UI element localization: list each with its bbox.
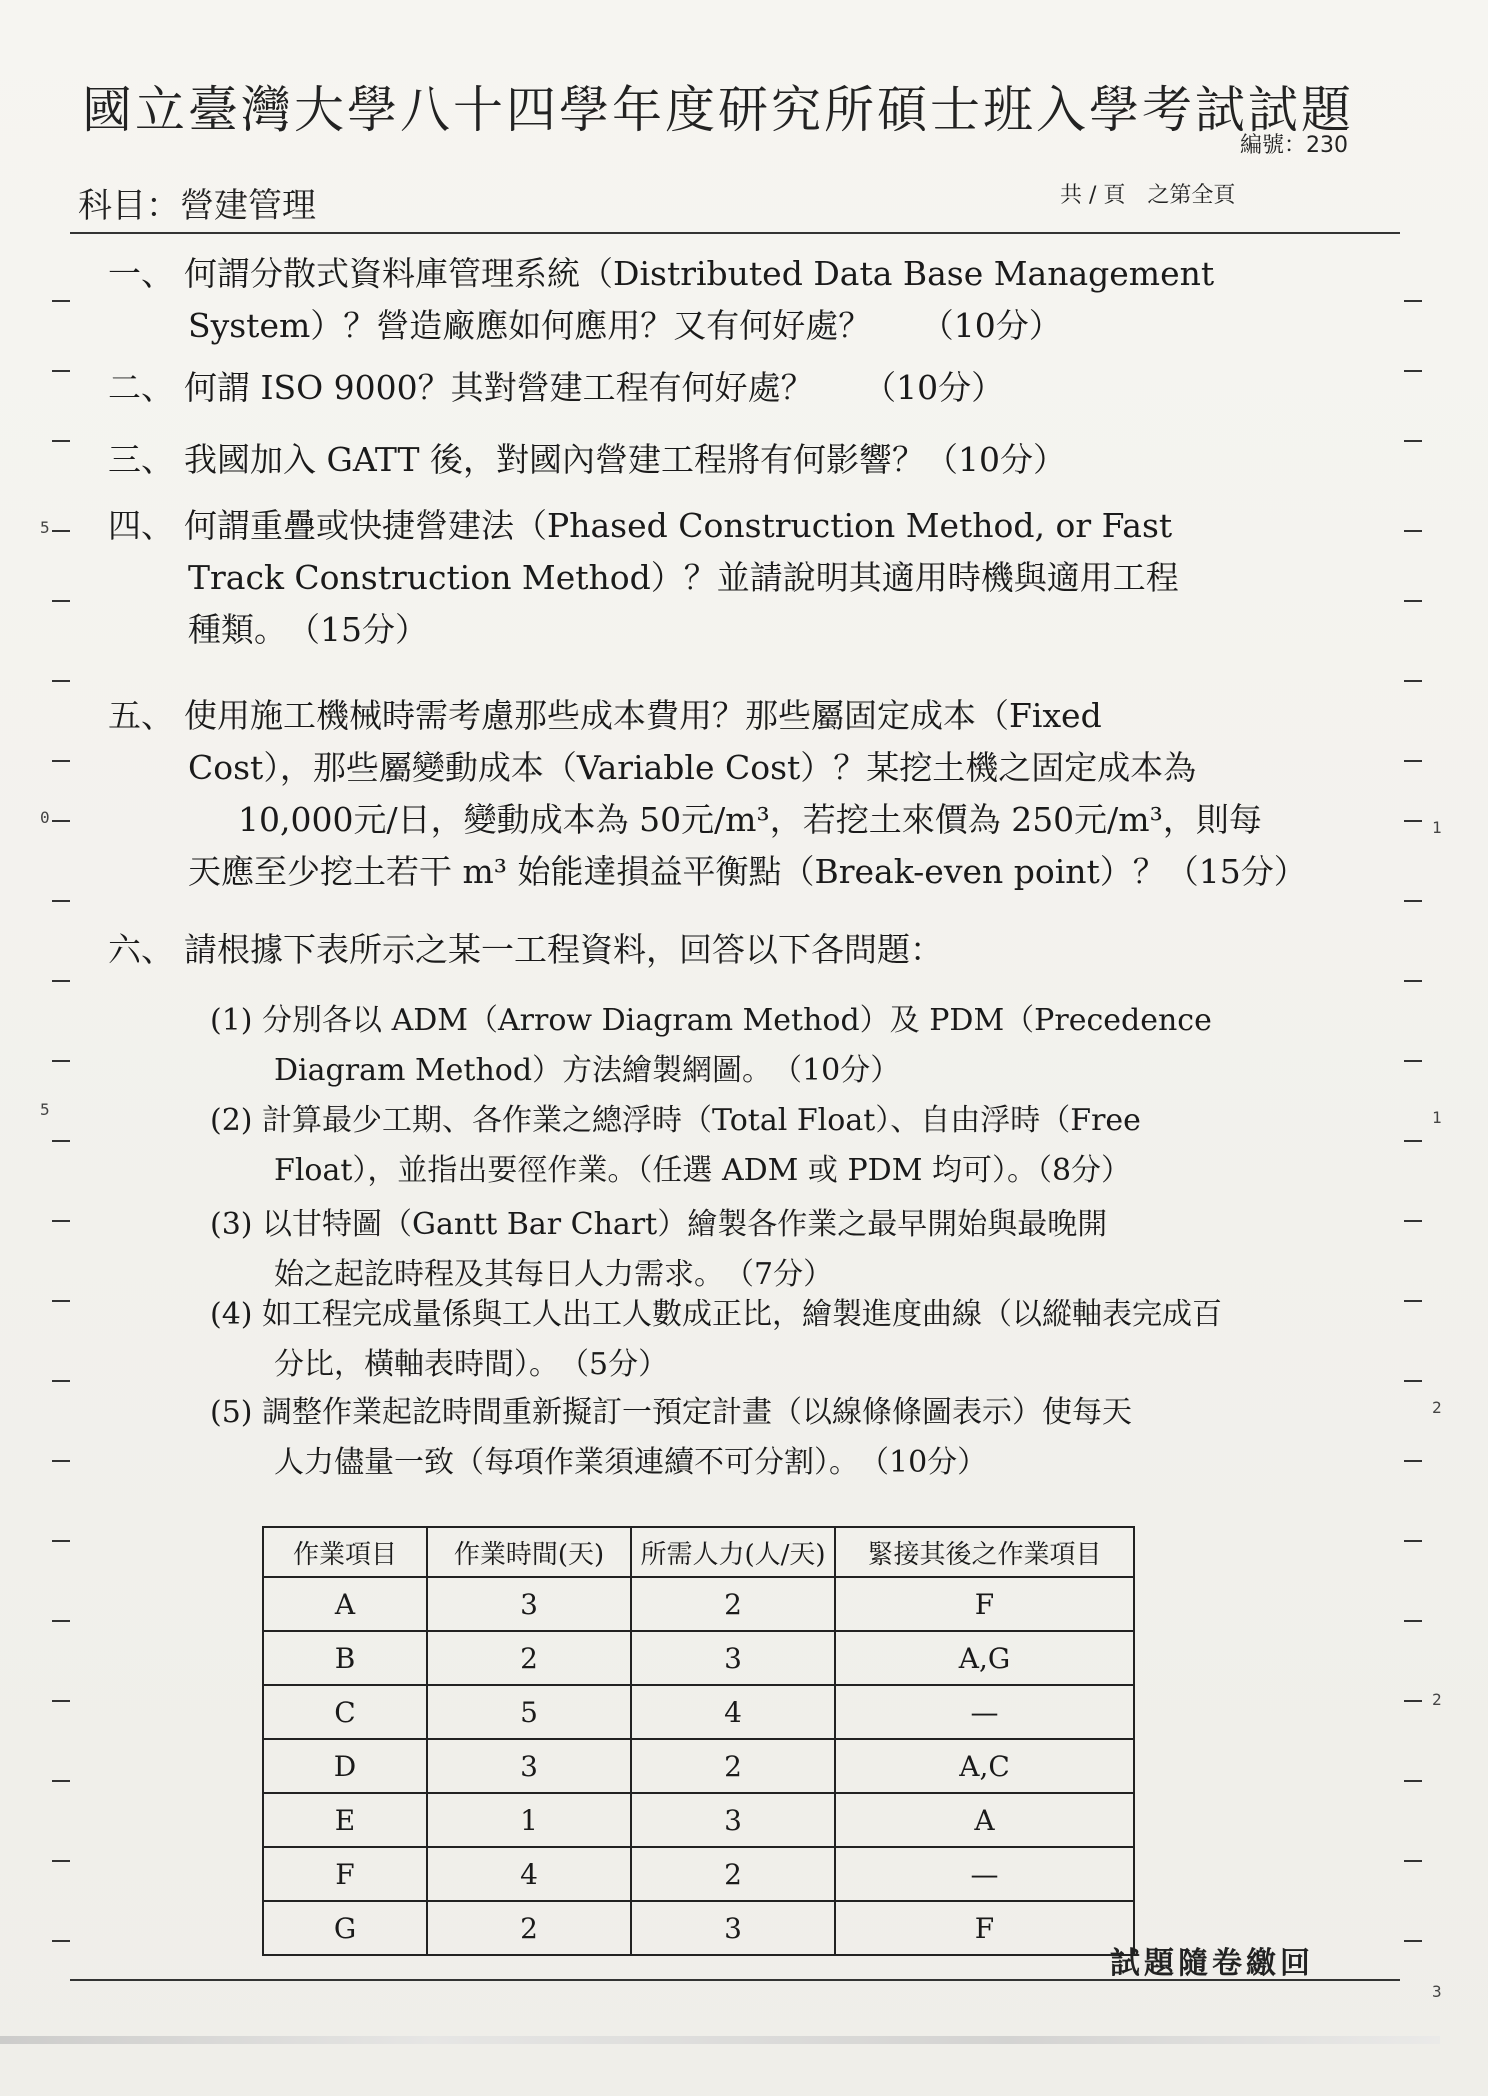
question-text: 我國加入 GATT 後，對國內營建工程將有何影響？（10分） [184, 440, 1066, 479]
question-number: 五、 [108, 696, 174, 735]
right-margin-number: 3 [1432, 1982, 1442, 2001]
table-cell: F [835, 1577, 1134, 1631]
return-notice: 試題隨卷繳回 [1110, 1946, 1314, 1981]
subquestion-text: (1) 分別各以 ADM（Arrow Diagram Method）及 PDM（Precedence [210, 1003, 1212, 1038]
table-header-row [263, 1527, 1134, 1577]
activity-table [262, 1526, 1135, 1956]
table-cell: G [263, 1901, 427, 1955]
subquestion-1 [210, 996, 1212, 1096]
subquestion-3 [210, 1200, 1107, 1300]
table-cell: 2 [631, 1847, 835, 1901]
subject-label: 科目：營建管理 [78, 186, 316, 226]
question-1 [108, 248, 1214, 352]
subquestion-4 [210, 1290, 1222, 1390]
table-cell: 2 [631, 1739, 835, 1793]
subquestion-text: (5) 調整作業起訖時間重新擬訂一預定計畫（以線條條圖表示）使每天 [210, 1395, 1133, 1430]
table-cell: E [263, 1793, 427, 1847]
exam-title: 國立臺灣大學八十四學年度研究所碩士班入學考試試題 [82, 81, 1354, 139]
question-number: 六、 [108, 930, 174, 969]
table-cell: 2 [631, 1577, 835, 1631]
left-margin-number: 5 [40, 1100, 50, 1119]
table-row [263, 1847, 1134, 1901]
right-margin-number: 2 [1432, 1398, 1442, 1417]
table-cell: — [835, 1847, 1134, 1901]
subquestion-text: Diagram Method）方法繪製網圖。 （10分） [274, 1053, 901, 1088]
question-text: 使用施工機械時需考慮那些成本費用？那些屬固定成本（Fixed [184, 696, 1102, 735]
question-2 [108, 362, 1004, 414]
table-cell: A [263, 1577, 427, 1631]
question-text: 何謂 ISO 9000？其對營建工程有何好處？ （10分） [184, 368, 1005, 407]
subquestion-text: Float），並指出要徑作業。（任選 ADM 或 PDM 均可）。（8分） [274, 1153, 1132, 1188]
table-row [263, 1739, 1134, 1793]
table-cell: F [263, 1847, 427, 1901]
question-number: 四、 [108, 506, 174, 545]
table-row [263, 1793, 1134, 1847]
subquestion-text: (3) 以甘特圖（Gantt Bar Chart）繪製各作業之最早開始與最晚開 [210, 1207, 1108, 1242]
question-text: 何謂分散式資料庫管理系統（Distributed Data Base Management [184, 254, 1215, 293]
exam-code: 編號：230 [1240, 133, 1348, 158]
table-cell: 5 [427, 1685, 631, 1739]
table-cell: 3 [631, 1901, 835, 1955]
question-number: 一、 [108, 254, 174, 293]
page-count: 共 / 頁 之第全頁 [1060, 183, 1236, 208]
question-number: 二、 [108, 368, 174, 407]
table-row [263, 1685, 1134, 1739]
table-cell: 4 [427, 1847, 631, 1901]
subquestion-text: 人力儘量一致（每項作業須連續不可分割）。 （10分） [274, 1445, 988, 1480]
subquestion-text: 分比，橫軸表時間）。 （5分） [274, 1347, 669, 1382]
subquestion-2 [210, 1096, 1141, 1196]
question-3 [108, 434, 1066, 486]
table-cell: 3 [427, 1577, 631, 1631]
question-6 [108, 924, 943, 976]
subquestion-5 [210, 1388, 1132, 1488]
table-cell: 3 [427, 1739, 631, 1793]
question-4 [108, 500, 1179, 656]
table-cell: 3 [631, 1631, 835, 1685]
table-cell: 1 [427, 1793, 631, 1847]
question-text: Track Construction Method）？並請說明其適用時機與適用工程 [188, 558, 1179, 597]
table-cell: 3 [631, 1793, 835, 1847]
table-header-cell: 作業項目 [263, 1527, 427, 1577]
question-text: 天應至少挖土若干 m³ 始能達損益平衡點（Break-even point）？（15分） [188, 852, 1307, 891]
right-margin-number: 2 [1432, 1690, 1442, 1709]
question-text: 種類。 （15分） [188, 610, 428, 649]
question-text: 請根據下表所示之某一工程資料，回答以下各問題： [184, 930, 943, 969]
subquestion-text: (4) 如工程完成量係與工人出工人數成正比，繪製進度曲線（以縱軸表完成百 [210, 1297, 1223, 1332]
table-cell: B [263, 1631, 427, 1685]
table-header-cell: 所需人力(人/天) [631, 1527, 835, 1577]
table-header-cell: 作業時間(天) [427, 1527, 631, 1577]
question-number: 三、 [108, 440, 174, 479]
question-text: System）？營造廠應如何應用？又有何好處？ （10分） [188, 306, 1062, 345]
right-margin-number: 1 [1432, 1108, 1442, 1127]
table-cell: 2 [427, 1631, 631, 1685]
question-text: Cost），那些屬變動成本（Variable Cost）？某挖土機之固定成本為 [188, 748, 1197, 787]
question-text: 10,000元/日，變動成本為 50元/m³，若挖土來價為 250元/m³，則每 [238, 800, 1262, 839]
question-5 [108, 690, 1307, 898]
left-margin-number: 0 [40, 808, 50, 827]
table-cell: A,C [835, 1739, 1134, 1793]
table-cell: 4 [631, 1685, 835, 1739]
table-header-cell: 緊接其後之作業項目 [835, 1527, 1134, 1577]
table-cell: D [263, 1739, 427, 1793]
scan-artifact-line [0, 2036, 1440, 2044]
subquestion-text: (2) 計算最少工期、各作業之總浮時（Total Float）、自由浮時（Free [210, 1103, 1141, 1138]
table-cell: C [263, 1685, 427, 1739]
subquestion-text: 始之起訖時程及其每日人力需求。 （7分） [274, 1257, 834, 1292]
table-row [263, 1631, 1134, 1685]
table-cell: — [835, 1685, 1134, 1739]
table-cell: A,G [835, 1631, 1134, 1685]
table-cell: A [835, 1793, 1134, 1847]
question-text: 何謂重疊或快捷營建法（Phased Construction Method, or Fast [184, 506, 1173, 545]
left-margin-number: 5 [40, 518, 50, 537]
table-row [263, 1577, 1134, 1631]
table-row [263, 1901, 1134, 1955]
table-cell: 2 [427, 1901, 631, 1955]
table-cell: F [835, 1901, 1134, 1955]
right-margin-number: 1 [1432, 818, 1442, 837]
